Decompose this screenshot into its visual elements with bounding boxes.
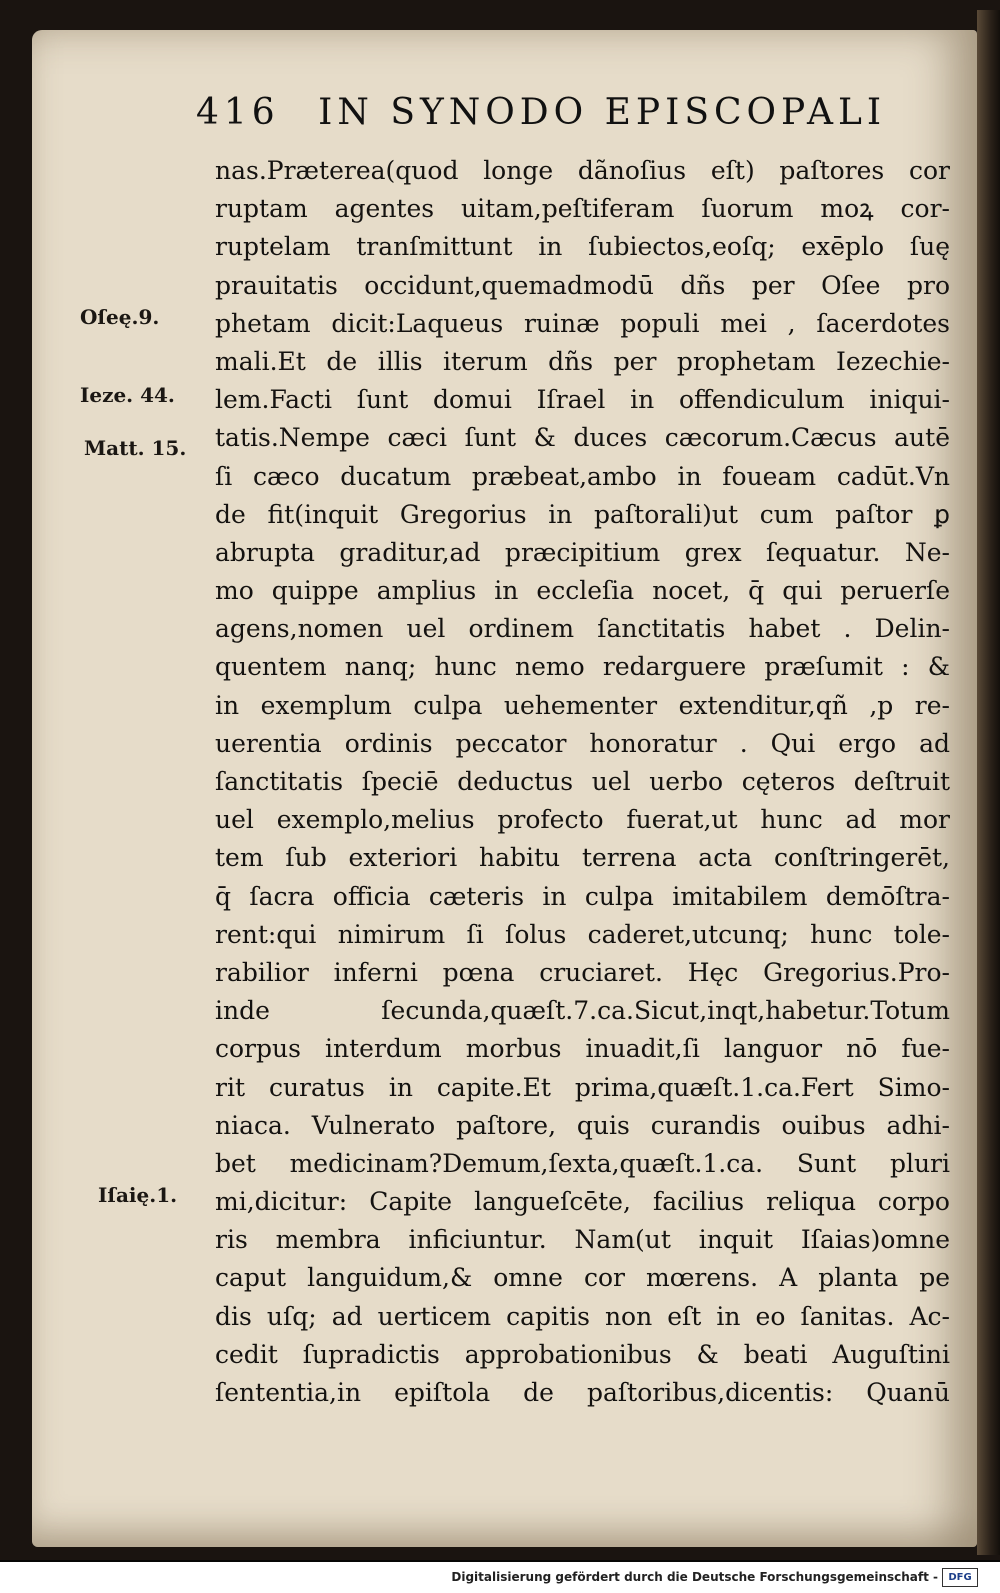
- text-line: rit curatus in capite.Et prima,quæſt.1.ca.Fert Simo-: [215, 1072, 950, 1102]
- text-line: abrupta graditur,ad præcipitium grex ſequatur. Ne-: [215, 537, 950, 567]
- text-line: uel exemplo,melius profecto fuerat,ut hunc ad mor: [215, 805, 950, 835]
- text-line: tatis.Nempe cæci ſunt & duces cæcorum.Cæcus autē: [215, 423, 950, 453]
- text-line: lem.Facti ſunt domui Iſrael in offendiculum iniqui-: [215, 385, 950, 415]
- text-line: de fit(inquit Gregorius in paſtorali)ut cum paſtor ꝑ: [215, 499, 950, 529]
- text-line: ſanctitatis ſpeciē deductus uel uerbo cęteros deſtruit: [215, 767, 950, 796]
- text-line: dis uſq; ad uerticem capitis non eſt in eo ſanitas. Ac-: [215, 1301, 950, 1331]
- margin-note: Ieze. 44.: [80, 383, 175, 407]
- text-line: mo quippe amplius in eccleſia nocet, q̄ qui peruerſe: [215, 576, 950, 606]
- text-line: agens,nomen uel ordinem ſanctitatis habet . Delin-: [215, 614, 950, 644]
- text-line: ſi cæco ducatum præbeat,ambo in foueam cadūt.Vn: [215, 461, 950, 491]
- margin-note: Iſaię.1.: [98, 1183, 178, 1207]
- text-line: mi,dicitur: Capite langueſcēte, facilius reliqua corpo: [215, 1187, 950, 1217]
- text-line: uerentia ordinis peccator honoratur . Qui ergo ad: [215, 728, 950, 758]
- text-line: rabilior inferni pœna cruciaret. Hęc Gregorius.Pro-: [215, 957, 950, 987]
- text-line: phetam dicit:Laqueus ruinæ populi mei , ſacerdotes: [215, 308, 950, 338]
- margin-note: Matt. 15.: [84, 436, 187, 460]
- text-line: mali.Et de illis iterum dñs per prophetam Iezechie-: [215, 346, 950, 376]
- text-line: quentem nanq; hunc nemo redarguere præſumit : &: [215, 652, 950, 682]
- book-edge: [977, 10, 1000, 1555]
- text-line: q̄ ſacra officia cæteris in culpa imitabilem demōſtra-: [215, 881, 950, 911]
- body-text: [215, 152, 950, 1412]
- text-line: ſententia,in epiſtola de paſtoribus,dicentis: Quanū: [215, 1378, 950, 1407]
- text-line: cedit ſupradictis approbationibus & beati Auguſtini: [215, 1339, 950, 1369]
- margin-note: Oſeę.9.: [80, 305, 160, 329]
- text-line: nas.Prætereа(quod longe dãnoſius eſt) paſtores cor: [215, 156, 950, 185]
- text-line: tem ſub exteriori habitu terrena acta conſtringerēt,: [215, 843, 950, 873]
- running-head: [196, 92, 887, 133]
- text-line: ruptelam tranſmittunt in ſubiectos,eoſq; exēplo ſuę: [215, 232, 950, 262]
- text-line: in exemplum culpa uehementer extenditur,qñ ,p re-: [215, 690, 950, 720]
- footer-credit: Digitalisierung gefördert durch die Deutsche Forschungsgemeinschaft -: [451, 1570, 938, 1584]
- text-line: rent:qui nimirum ſi ſolus caderet,utcunq; hunc tole-: [215, 919, 950, 949]
- text-line: prauitatis occidunt,quemadmodū dñs per Oſee pro: [215, 270, 950, 300]
- text-line: ris membra inficiuntur. Nam(ut inquit Iſaias)omne: [215, 1225, 950, 1255]
- text-line: bet medicinam?Demum,ſexta,quæſt.1.ca. Sunt pluri: [215, 1148, 950, 1178]
- text-line: corpus interdum morbus inuadit,ſi languor nō fue-: [215, 1034, 950, 1064]
- text-line: ruptam agentes uitam,peſtiferam ſuorum moꝝ cor-: [215, 194, 950, 224]
- running-title: IN SYNODO EPISCOPALI: [318, 92, 887, 133]
- page-number: 416: [196, 92, 280, 133]
- text-line: inde ſecunda,quæſt.7.ca.Sicut,inqt,habetur.Totum: [215, 996, 950, 1026]
- dfg-logo: DFG: [942, 1568, 978, 1587]
- text-line: caput languidum,& omne cor mœrens. A planta pe: [215, 1263, 950, 1293]
- text-line: niaca. Vulnerato paſtore, quis curandis ouibus adhi-: [215, 1110, 950, 1140]
- footer-bar: [0, 1562, 1000, 1593]
